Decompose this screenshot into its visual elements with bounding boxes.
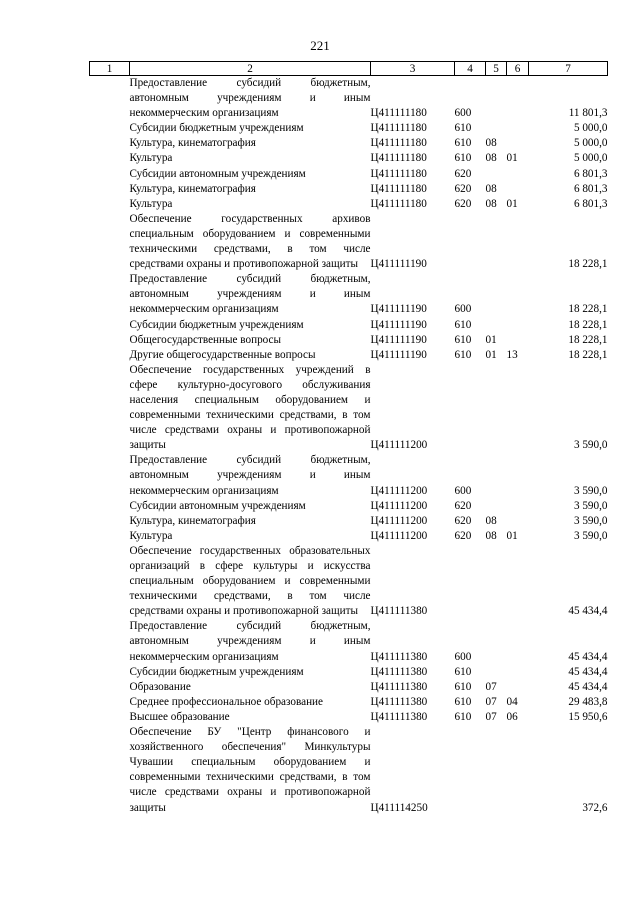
- cell-index-empty: [90, 619, 130, 664]
- cell-c4: 620: [454, 514, 472, 527]
- cell-name: Обеспечение государственных образовательных организаций в сфере культуры и искусства специальным оборудованием и современными техническими средствами, в том числе средствами охраны и противопожарной защиты: [129, 544, 371, 618]
- table-row: [90, 333, 608, 348]
- cell-name: Культура, кинематография: [129, 514, 256, 527]
- cell-code: Ц411111180: [370, 152, 427, 165]
- cell-index-empty: [90, 348, 130, 363]
- cell-amount: 18 228,1: [568, 318, 608, 331]
- cell-index-empty: [90, 695, 130, 710]
- cell-name: Предоставление субсидий бюджетным, автономным учреждениям и иным некоммерческим организациям: [129, 273, 371, 316]
- cell-c6: [507, 318, 529, 333]
- cell-name: Обеспечение государственных учреждений в сфере культурно-досугового обслуживания населения специальным оборудованием и современными техническими средствами, в том числе средствами охраны и противопожарной защиты: [129, 363, 371, 452]
- cell-c4: 610: [454, 152, 472, 165]
- cell-index-empty: [90, 710, 130, 725]
- cell-amount: 29 483,8: [568, 695, 608, 708]
- cell-c5: 08: [485, 197, 497, 210]
- cell-amount: 3 590,0: [573, 499, 608, 512]
- cell-c4: 600: [454, 303, 472, 316]
- cell-c4: 620: [454, 499, 472, 512]
- cell-index-empty: [90, 212, 130, 272]
- cell-code: Ц411111190: [370, 318, 427, 331]
- cell-index-empty: [90, 665, 130, 680]
- cell-index-empty: [90, 363, 130, 454]
- cell-name: Общегосударственные вопросы: [129, 333, 282, 346]
- column-header-7: 7: [529, 62, 608, 76]
- cell-code: Ц411111380: [370, 605, 428, 618]
- cell-amount: 18 228,1: [568, 348, 608, 361]
- cell-c4: [455, 212, 486, 272]
- cell-code: Ц411111200: [370, 439, 428, 452]
- cell-name: Субсидии бюджетным учреждениям: [129, 318, 304, 331]
- cell-amount: 11 801,3: [568, 107, 608, 120]
- table-row: [90, 680, 608, 695]
- cell-name: Обеспечение государственных архивов специальным оборудованием и современными техническими средствами, в том числе средствами охраны и противопожарной защиты: [129, 212, 371, 271]
- table-row: [90, 151, 608, 166]
- cell-c6: [507, 272, 529, 317]
- cell-name: Другие общегосударственные вопросы: [129, 348, 316, 361]
- budget-table: [89, 61, 608, 816]
- cell-c6: [507, 136, 529, 151]
- cell-c6: 13: [506, 348, 518, 361]
- cell-index-empty: [90, 499, 130, 514]
- cell-amount: 3 590,0: [573, 514, 608, 527]
- cell-c5: 07: [485, 695, 497, 708]
- cell-c5: 08: [485, 514, 497, 527]
- cell-c5: [486, 725, 507, 816]
- table-row: [90, 272, 608, 317]
- cell-c6: [507, 333, 529, 348]
- cell-name: Предоставление субсидий бюджетным, автономным учреждениям и иным некоммерческим организациям: [129, 77, 371, 120]
- cell-amount: 45 434,4: [568, 680, 608, 693]
- cell-c4: 600: [454, 650, 472, 663]
- cell-index-empty: [90, 121, 130, 136]
- cell-name: Культура, кинематография: [129, 137, 256, 150]
- cell-name: Культура: [129, 529, 173, 542]
- cell-c6: [507, 363, 529, 454]
- column-header-1: 1: [90, 62, 130, 76]
- cell-code: Ц411111180: [370, 107, 427, 120]
- cell-code: Ц411111200: [370, 529, 428, 542]
- cell-c5: [486, 453, 507, 498]
- cell-amount: 6 801,3: [573, 182, 608, 195]
- cell-c5: 07: [485, 680, 497, 693]
- cell-c4: 610: [454, 122, 472, 135]
- cell-code: Ц411114250: [370, 801, 428, 814]
- cell-c5: 08: [485, 152, 497, 165]
- cell-c4: 610: [454, 318, 472, 331]
- cell-code: Ц411111180: [370, 182, 427, 195]
- cell-c4: [455, 725, 486, 816]
- cell-c6: 06: [506, 710, 518, 723]
- cell-c5: [486, 665, 507, 680]
- cell-name: Субсидии бюджетным учреждениям: [129, 665, 304, 678]
- cell-amount: 18 228,1: [568, 258, 608, 271]
- cell-amount: 3 590,0: [573, 439, 608, 452]
- table-row: [90, 544, 608, 619]
- cell-code: Ц411111380: [370, 710, 428, 723]
- cell-name: Обеспечение БУ "Центр финансового и хозяйственного обеспечения" Минкультуры Чувашии специальным оборудованием и современными техническими средствами, в том числе средствами охраны и противопожарной защиты: [129, 726, 371, 814]
- cell-amount: 45 434,4: [568, 605, 608, 618]
- cell-name: Среднее профессиональное образование: [129, 695, 324, 708]
- table-row: [90, 197, 608, 212]
- cell-c6: [507, 680, 529, 695]
- cell-c4: 610: [454, 665, 472, 678]
- cell-name: Образование: [129, 680, 191, 693]
- cell-index-empty: [90, 544, 130, 619]
- cell-c6: 01: [506, 529, 518, 542]
- cell-name: Субсидии автономным учреждениям: [129, 167, 306, 180]
- cell-amount: 3 590,0: [573, 484, 608, 497]
- cell-c5: [486, 121, 507, 136]
- cell-code: Ц411111200: [370, 499, 428, 512]
- table-row: [90, 665, 608, 680]
- table-row: [90, 514, 608, 529]
- cell-code: Ц411111380: [370, 665, 428, 678]
- cell-c4: [455, 544, 486, 619]
- column-header-3: 3: [371, 62, 455, 76]
- cell-c4: 610: [454, 695, 472, 708]
- cell-c4: 620: [454, 182, 472, 195]
- cell-c6: [507, 665, 529, 680]
- cell-name: Высшее образование: [129, 710, 230, 723]
- cell-index-empty: [90, 182, 130, 197]
- cell-c6: 01: [506, 152, 518, 165]
- cell-amount: 18 228,1: [568, 303, 608, 316]
- cell-c4: [455, 363, 486, 454]
- cell-c4: 610: [454, 333, 472, 346]
- cell-c6: [507, 76, 529, 122]
- cell-index-empty: [90, 167, 130, 182]
- cell-amount: 45 434,4: [568, 650, 608, 663]
- table-row: [90, 725, 608, 816]
- cell-index-empty: [90, 136, 130, 151]
- cell-index-empty: [90, 725, 130, 816]
- cell-c5: 08: [485, 182, 497, 195]
- table-row: [90, 453, 608, 498]
- cell-index-empty: [90, 680, 130, 695]
- cell-amount: 5 000,0: [573, 152, 608, 165]
- cell-name: Культура: [129, 152, 173, 165]
- cell-code: Ц411111380: [370, 680, 428, 693]
- cell-c5: [486, 318, 507, 333]
- cell-index-empty: [90, 529, 130, 544]
- cell-code: Ц411111180: [370, 137, 427, 150]
- cell-c5: [486, 363, 507, 454]
- column-header-2: 2: [130, 62, 371, 76]
- table-row: [90, 363, 608, 454]
- cell-index-empty: [90, 453, 130, 498]
- cell-amount: 18 228,1: [568, 333, 608, 346]
- cell-amount: 45 434,4: [568, 665, 608, 678]
- cell-c6: 01: [506, 197, 518, 210]
- cell-index-empty: [90, 151, 130, 166]
- cell-code: Ц411111380: [370, 650, 428, 663]
- cell-c5: 07: [485, 710, 497, 723]
- table-row: [90, 76, 608, 122]
- cell-c6: [507, 167, 529, 182]
- cell-c6: [507, 544, 529, 619]
- cell-c5: [486, 167, 507, 182]
- table-row: [90, 167, 608, 182]
- table-row: [90, 499, 608, 514]
- cell-index-empty: [90, 333, 130, 348]
- column-header-6: 6: [507, 62, 529, 76]
- cell-c6: [507, 725, 529, 816]
- table-row: [90, 710, 608, 725]
- table-row: [90, 212, 608, 272]
- table-row: [90, 121, 608, 136]
- cell-code: Ц411111190: [370, 303, 427, 316]
- cell-c4: 610: [454, 680, 472, 693]
- table-row: [90, 619, 608, 664]
- table-row: [90, 136, 608, 151]
- table-row: [90, 348, 608, 363]
- cell-c5: [486, 76, 507, 122]
- page-number: 221: [310, 38, 330, 53]
- cell-c5: 01: [485, 333, 497, 346]
- cell-name: Культура: [129, 197, 173, 210]
- cell-c5: 08: [485, 137, 497, 150]
- cell-c4: 600: [454, 107, 472, 120]
- cell-code: Ц411111180: [370, 197, 427, 210]
- cell-amount: 5 000,0: [573, 122, 608, 135]
- cell-code: Ц411111190: [370, 348, 427, 361]
- cell-amount: 6 801,3: [573, 197, 608, 210]
- cell-c6: [507, 619, 529, 664]
- table-row: [90, 318, 608, 333]
- cell-name: Предоставление субсидий бюджетным, автономным учреждениям и иным некоммерческим организациям: [129, 454, 371, 497]
- cell-index-empty: [90, 197, 130, 212]
- cell-c5: [486, 212, 507, 272]
- cell-name: Субсидии бюджетным учреждениям: [129, 122, 304, 135]
- cell-index-empty: [90, 514, 130, 529]
- cell-amount: 3 590,0: [573, 529, 608, 542]
- table-row: [90, 529, 608, 544]
- header-row: [90, 62, 608, 76]
- cell-c4: 620: [454, 197, 472, 210]
- cell-amount: 6 801,3: [573, 167, 608, 180]
- cell-c4: 610: [454, 710, 472, 723]
- cell-c6: [507, 453, 529, 498]
- cell-code: Ц411111190: [370, 333, 427, 346]
- table-row: [90, 695, 608, 710]
- cell-c4: 610: [454, 137, 472, 150]
- cell-c5: [486, 272, 507, 317]
- cell-c5: 08: [485, 529, 497, 542]
- cell-index-empty: [90, 318, 130, 333]
- cell-c4: 620: [454, 167, 472, 180]
- cell-index-empty: [90, 76, 130, 122]
- cell-amount: 5 000,0: [573, 137, 608, 150]
- cell-c6: [507, 121, 529, 136]
- cell-code: Ц411111190: [370, 258, 427, 271]
- cell-amount: 372,6: [582, 801, 608, 814]
- cell-c5: 01: [485, 348, 497, 361]
- cell-c5: [486, 544, 507, 619]
- cell-c4: 620: [454, 529, 472, 542]
- cell-c4: 600: [454, 484, 472, 497]
- cell-code: Ц411111380: [370, 695, 428, 708]
- cell-name: Субсидии автономным учреждениям: [129, 499, 306, 512]
- column-header-5: 5: [486, 62, 507, 76]
- table-row: [90, 182, 608, 197]
- cell-name: Культура, кинематография: [129, 182, 256, 195]
- cell-c5: [486, 619, 507, 664]
- table-body: [90, 76, 608, 816]
- column-header-4: 4: [455, 62, 486, 76]
- cell-c6: [507, 212, 529, 272]
- cell-c6: [507, 182, 529, 197]
- cell-c5: [486, 499, 507, 514]
- cell-c6: [507, 499, 529, 514]
- cell-code: Ц411111200: [370, 514, 428, 527]
- cell-code: Ц411111180: [370, 167, 427, 180]
- cell-index-empty: [90, 272, 130, 317]
- cell-code: Ц411111200: [370, 484, 428, 497]
- cell-amount: 15 950,6: [568, 710, 608, 723]
- cell-c4: 610: [454, 348, 472, 361]
- cell-code: Ц411111180: [370, 122, 427, 135]
- cell-name: Предоставление субсидий бюджетным, автономным учреждениям и иным некоммерческим организациям: [129, 620, 371, 663]
- cell-c6: [507, 514, 529, 529]
- cell-c6: 04: [506, 695, 518, 708]
